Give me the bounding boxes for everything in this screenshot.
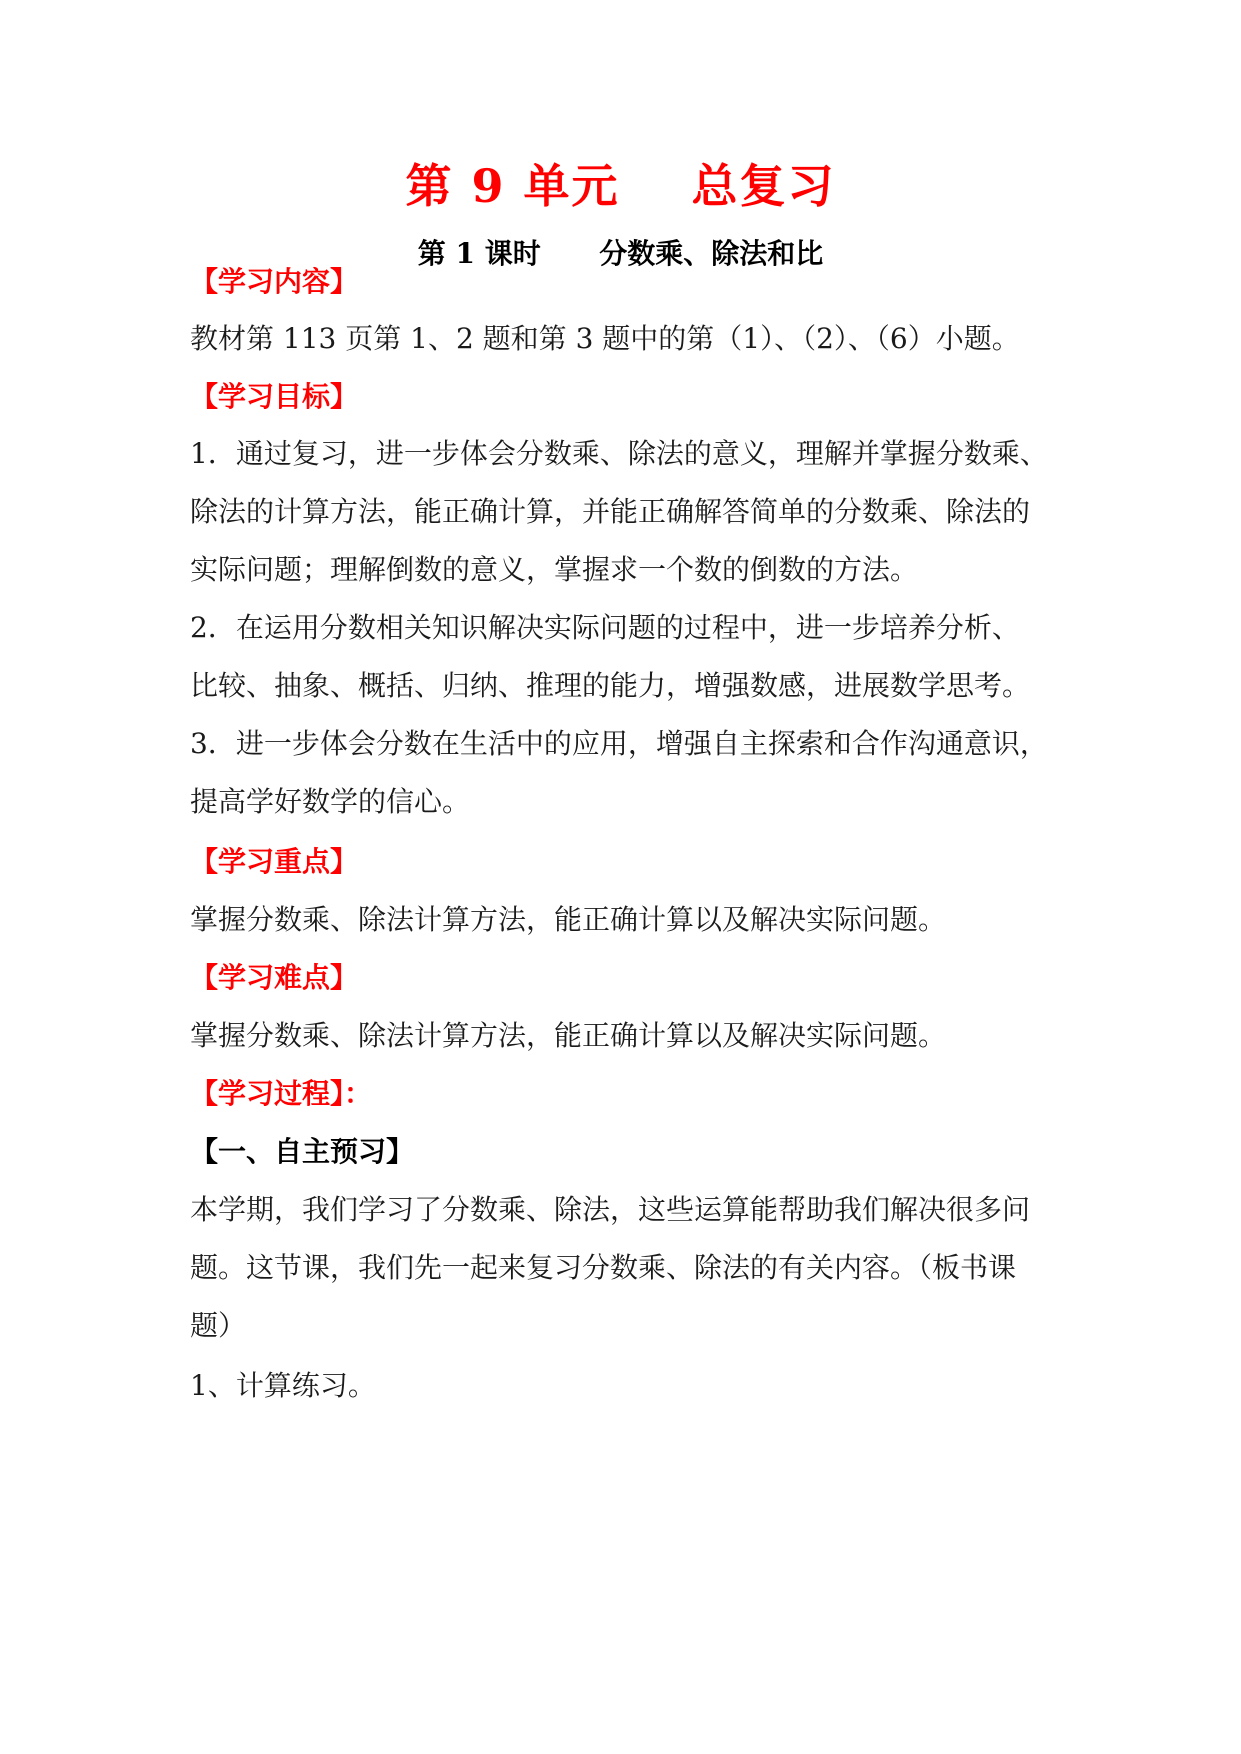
goals-line-5: 比较、抽象、概括、归纳、推理的能力，增强数感，进展数学思考。 bbox=[190, 669, 1031, 702]
lesson-subtitle: 第 1 课时 分数乘、除法和比 bbox=[417, 237, 824, 270]
goals-line-4: 2．在运用分数相关知识解决实际问题的过程中，进一步培养分析、 bbox=[190, 611, 1020, 644]
heading-key-points: 【学习重点】 bbox=[190, 845, 359, 878]
key-points-line-1: 掌握分数乘、除法计算方法，能正确计算以及解决实际问题。 bbox=[190, 903, 947, 936]
process-line-3: 题） bbox=[190, 1309, 247, 1342]
process-line-4: 1、计算练习。 bbox=[190, 1369, 376, 1402]
heading-learning-process: 【学习过程】： bbox=[190, 1077, 373, 1110]
heading-learning-goals: 【学习目标】 bbox=[190, 380, 359, 413]
heading-learning-content: 【学习内容】 bbox=[190, 265, 359, 298]
goals-line-6: 3．进一步体会分数在生活中的应用，增强自主探索和合作沟通意识， bbox=[190, 727, 1048, 760]
process-line-1: 本学期，我们学习了分数乘、除法，这些运算能帮助我们解决很多问 bbox=[190, 1193, 1031, 1226]
unit-title: 第 9 单元 总复习 bbox=[405, 159, 836, 213]
goals-line-7: 提高学好数学的信心。 bbox=[190, 785, 471, 818]
difficulties-line-1: 掌握分数乘、除法计算方法，能正确计算以及解决实际问题。 bbox=[190, 1019, 947, 1052]
content-line-1: 教材第 113 页第 1、2 题和第 3 题中的第（1）、（2）、（6）小题。 bbox=[190, 322, 1020, 355]
goals-line-1: 1．通过复习，进一步体会分数乘、除法的意义，理解并掌握分数乘、 bbox=[190, 437, 1048, 470]
goals-line-2: 除法的计算方法，能正确计算，并能正确解答简单的分数乘、除法的 bbox=[190, 495, 1031, 528]
heading-self-preview: 【一、自主预习】 bbox=[190, 1135, 415, 1168]
process-line-2: 题。这节课，我们先一起来复习分数乘、除法的有关内容。（板书课 bbox=[190, 1251, 1017, 1284]
heading-difficulties: 【学习难点】 bbox=[190, 961, 359, 994]
goals-line-3: 实际问题；理解倒数的意义，掌握求一个数的倒数的方法。 bbox=[190, 553, 919, 586]
